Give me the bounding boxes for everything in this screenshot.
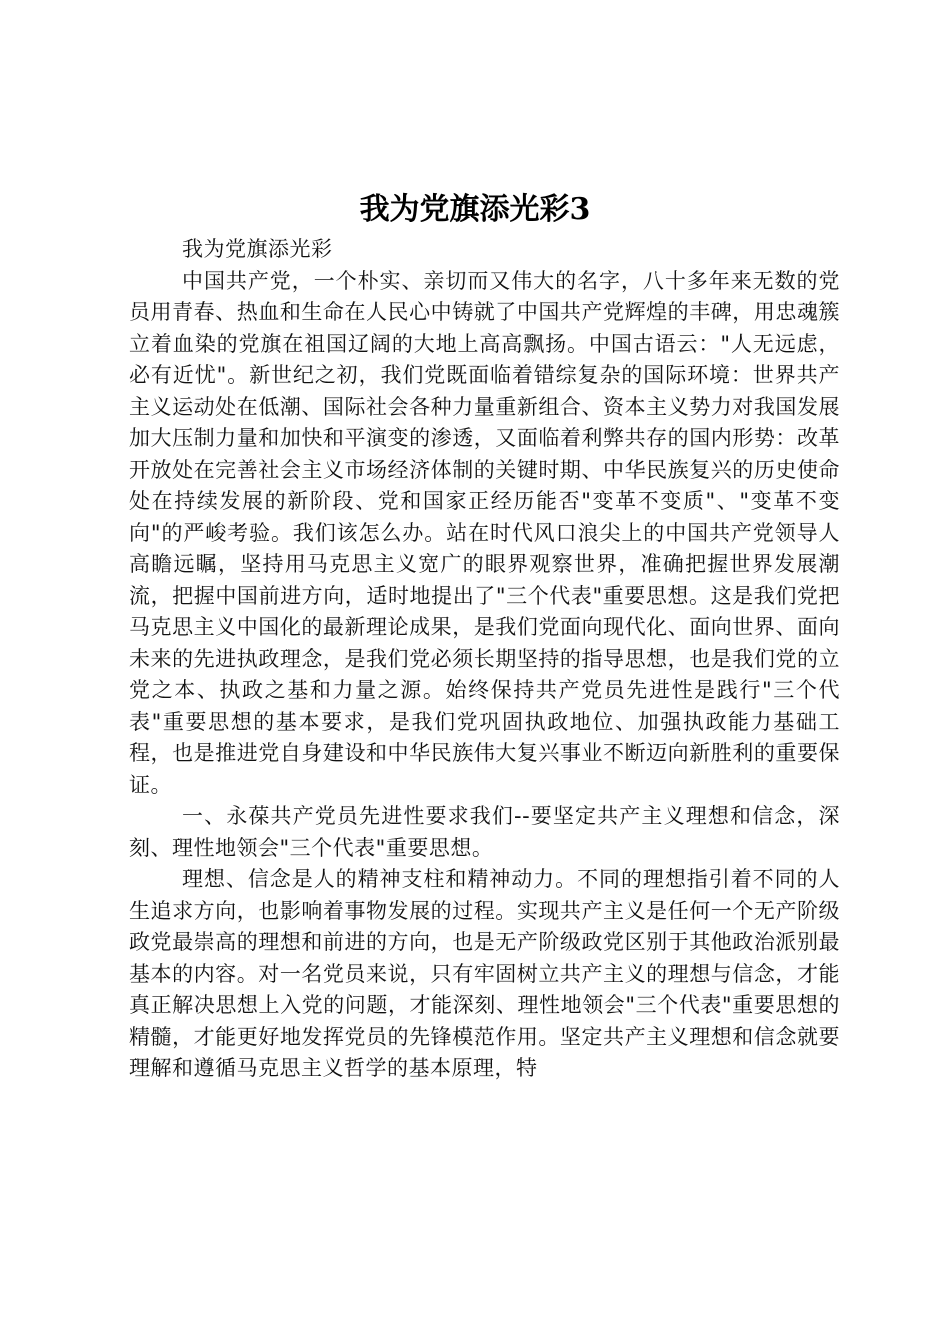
paragraph-subtitle: 我为党旗添光彩 [182,237,333,261]
paragraph-intro: 中国共产党，一个朴实、亲切而又伟大的名字，八十多年来无数的党员用青春、热血和生命在人民心中铸就了中国共产党辉煌的丰碑，用忠魂簇立着血染的党旗在祖国辽阔的大地上高高飘扬。中国古语云："人无远虑，必有近忧"。新世纪之初，我们党既面临着错综复杂的国际环境：世界共产主义运动处在低潮、国际社会各种力量重新组合、资本主义势力对我国发展加大压制力量和加快和平演变的渗透，又面临着利弊共存的国内形势：改革开放处在完善社会主义市场经济体制的关键时期、中华民族复兴的历史使命处在持续发展的新阶段、党和国家正经历能否"变革不变质"、"变革不变向"的严峻考验。我们该怎么办。站在时代风口浪尖上的中国共产党领导人高瞻远瞩，坚持用马克思主义宽广的眼界观察世界，准确把握世界发展潮流，把握中国前进方向，适时地提出了"三个代表"重要思想。这是我们党把马克思主义中国化的最新理论成果，是我们党面向现代化、面向世界、面向未来的先进执政理念，是我们党必须长期坚持的指导思想，也是我们党的立党之本、执政之基和力量之源。始终保持共产党员先进性是践行"三个代表"重要思想的基本要求，是我们党巩固执政地位、加强执政能力基础工程，也是推进党自身建设和中华民族伟大复兴事业不断迈向新胜利的重要保证。 [129,268,840,797]
paragraph-ideals: 理想、信念是人的精神支柱和精神动力。不同的理想指引着不同的人生追求方向，也影响着事物发展的过程。实现共产主义是任何一个无产阶级政党最崇高的理想和前进的方向，也是无产阶级政党区别于其他政治派别最基本的内容。对一名党员来说，只有牢固树立共产主义的理想与信念，才能真正解决思想上入党的问题，才能深刻、理性地领会"三个代表"重要思想的精髓，才能更好地发挥党员的先锋模范作用。坚定共产主义理想和信念就要理解和遵循马克思主义哲学的基本原理，特 [129,867,840,1080]
paragraph-section-one-heading: 一、永葆共产党员先进性要求我们--要坚定共产主义理想和信念，深刻、理性地领会"三个代表"重要思想。 [129,804,840,860]
document-title: 我为党旗添光彩3 [359,192,591,227]
document-body [129,234,840,1085]
